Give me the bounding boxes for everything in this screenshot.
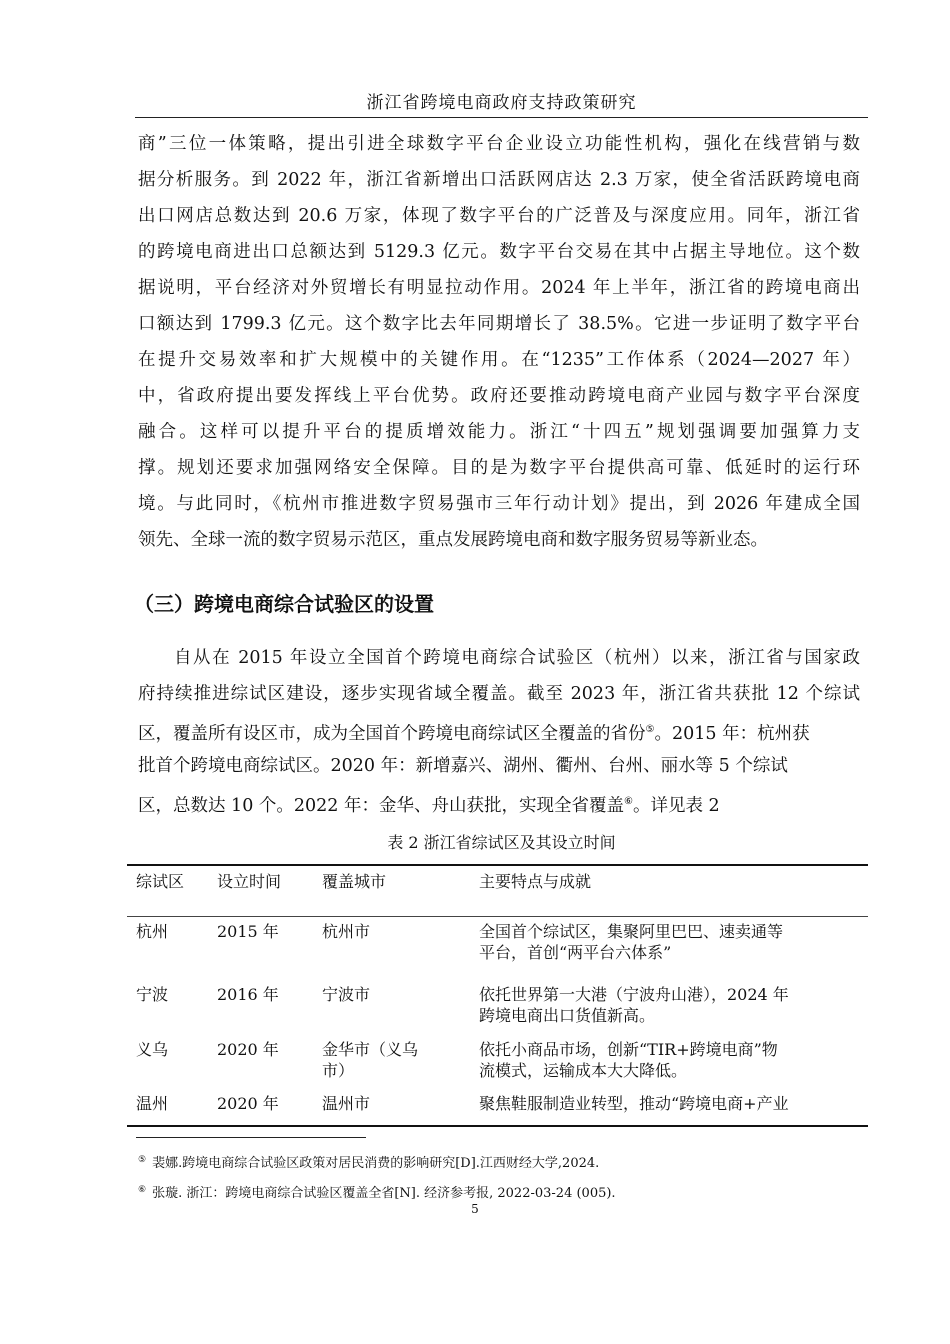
text-fragment: 。2015 年：杭州获: [654, 723, 810, 744]
text-line: 自从在 2015 年设立全国首个跨境电商综合试验区（杭州）以来，浙江省与国家政: [174, 648, 860, 668]
table-header-cell: 覆盖城市: [322, 872, 387, 891]
table-cell-year: 2020 年: [217, 1040, 279, 1059]
table-caption: 表 2 浙江省综试区及其设立时间: [387, 833, 616, 852]
table-cell-feature: [479, 1093, 859, 1114]
table-cell-year: 2015 年: [217, 922, 279, 941]
text-line: 批首个跨境电商综试区。2020 年：新增嘉兴、湖州、衢州、台州、丽水等 5 个综试: [138, 756, 788, 776]
table-cell-line: 跨境电商出口货值新高。: [479, 1006, 656, 1025]
table-cell-year: 2016 年: [217, 985, 279, 1004]
footnote-text: 张璇. 浙江：跨境电商综合试验区覆盖全省[N]. 经济参考报, 2022-03-24 (005).: [152, 1186, 616, 1201]
table-cell-year: 2020 年: [217, 1094, 279, 1113]
table-cell-line: 全国首个综试区，集聚阿里巴巴、速卖通等: [479, 922, 784, 941]
section-heading: （三）跨境电商综合试验区的设置: [134, 592, 434, 616]
table-cell-line: 依托小商品市场，创新“TIR+跨境电商”物: [479, 1040, 778, 1059]
body-paragraph-1: [138, 126, 860, 558]
text-line: 在提升交易效率和扩大规模中的关键作用。在“1235”工作体系（2024—2027 年）: [138, 350, 860, 370]
text-line: 商”三位一体策略，提出引进全球数字平台企业设立功能性机构，强化在线营销与数: [138, 134, 860, 154]
text-line: 中，省政府提出要发挥线上平台优势。政府还要推动跨境电商产业园与数字平台深度: [138, 386, 860, 406]
text-line: 融合。这样可以提升平台的提质增效能力。浙江“十四五”规划强调要加强算力支: [138, 422, 860, 442]
footnote: [138, 1182, 616, 1201]
text-line: 府持续推进综试区建设，逐步实现省域全覆盖。截至 2023 年，浙江省共获批 12 个综试: [138, 684, 860, 704]
table-cell-city: 金华市（义乌市）: [322, 1040, 419, 1080]
table-cell-zone: 宁波: [136, 985, 169, 1004]
text-line: 的跨境电商进出口总额达到 5129.3 亿元。数字平台交易在其中占据主导地位。这个数: [138, 242, 860, 262]
body-paragraph-2: [138, 640, 860, 820]
text-line: [138, 784, 860, 820]
table-cell-line: 聚焦鞋服制造业转型，推动“跨境电商+产业: [479, 1094, 789, 1113]
text-line: 据分析服务。到 2022 年，浙江省新增出口活跃网店达 2.3 万家，使全省活跃跨境电商: [138, 170, 860, 190]
table-cell-line: 平台，首创“两平台六体系”: [479, 943, 672, 962]
table-cell-line: 流模式，运输成本大大降低。: [479, 1061, 688, 1080]
text-line: 领先、全球一流的数字贸易示范区，重点发展跨境电商和数字服务贸易等新业态。: [138, 530, 768, 550]
text-line: 出口网店总数达到 20.6 万家，体现了数字平台的广泛普及与深度应用。同年，浙江省: [138, 206, 860, 226]
zones-table: [127, 864, 868, 1127]
text-line: 撑。规划还要求加强网络安全保障。目的是为数字平台提供高可靠、低延时的运行环: [138, 458, 860, 478]
footnote: [138, 1152, 599, 1171]
footnote-mark: ⑤: [138, 1154, 147, 1165]
text-line: 据说明，平台经济对外贸增长有明显拉动作用。2024 年上半年，浙江省的跨境电商出: [138, 278, 860, 298]
table-cell-line: 依托世界第一大港（宁波舟山港），2024 年: [479, 985, 789, 1004]
running-header: 浙江省跨境电商政府支持政策研究: [135, 88, 868, 118]
footnote-ref[interactable]: ⑤: [645, 724, 655, 735]
footnote-mark: ⑥: [138, 1184, 147, 1195]
table-header-cell: 综试区: [136, 872, 185, 891]
text-fragment: 区，总数达 10 个。2022 年：金华、舟山获批，实现全省覆盖: [138, 795, 624, 816]
table-cell-zone: 杭州: [136, 922, 169, 941]
footnote-text: 裴娜.跨境电商综合试验区政策对居民消费的影响研究[D].江西财经大学,2024.: [152, 1156, 600, 1171]
table-cell-feature: [479, 984, 859, 1026]
text-line: [138, 712, 860, 748]
table-cell-zone: 义乌: [136, 1040, 169, 1059]
footnote-separator: [136, 1137, 366, 1138]
table-cell-feature: [479, 1039, 859, 1081]
table-cell-city: 温州市: [322, 1094, 371, 1113]
text-line: 境。与此同时，《杭州市推进数字贸易强市三年行动计划》提出，到 2026 年建成全国: [138, 494, 860, 514]
table-header-cell: 设立时间: [217, 872, 282, 891]
text-fragment: 。详见表 2: [632, 795, 720, 816]
table-cell-city: 杭州市: [322, 922, 371, 941]
table-cell-zone: 温州: [136, 1094, 169, 1113]
text-line: 口额达到 1799.3 亿元。这个数字比去年同期增长了 38.5%。它进一步证明了数字平台: [138, 314, 860, 334]
table-cell-city: 宁波市: [322, 985, 371, 1004]
table-header-cell: 主要特点与成就: [479, 872, 592, 891]
table-header-rule: [127, 916, 868, 917]
footnote-ref[interactable]: ⑥: [624, 796, 633, 807]
text-fragment: 区，覆盖所有设区市，成为全国首个跨境电商综试区全覆盖的省份: [138, 723, 646, 744]
page-number: 5: [471, 1202, 479, 1216]
table-cell-feature: [479, 921, 859, 963]
